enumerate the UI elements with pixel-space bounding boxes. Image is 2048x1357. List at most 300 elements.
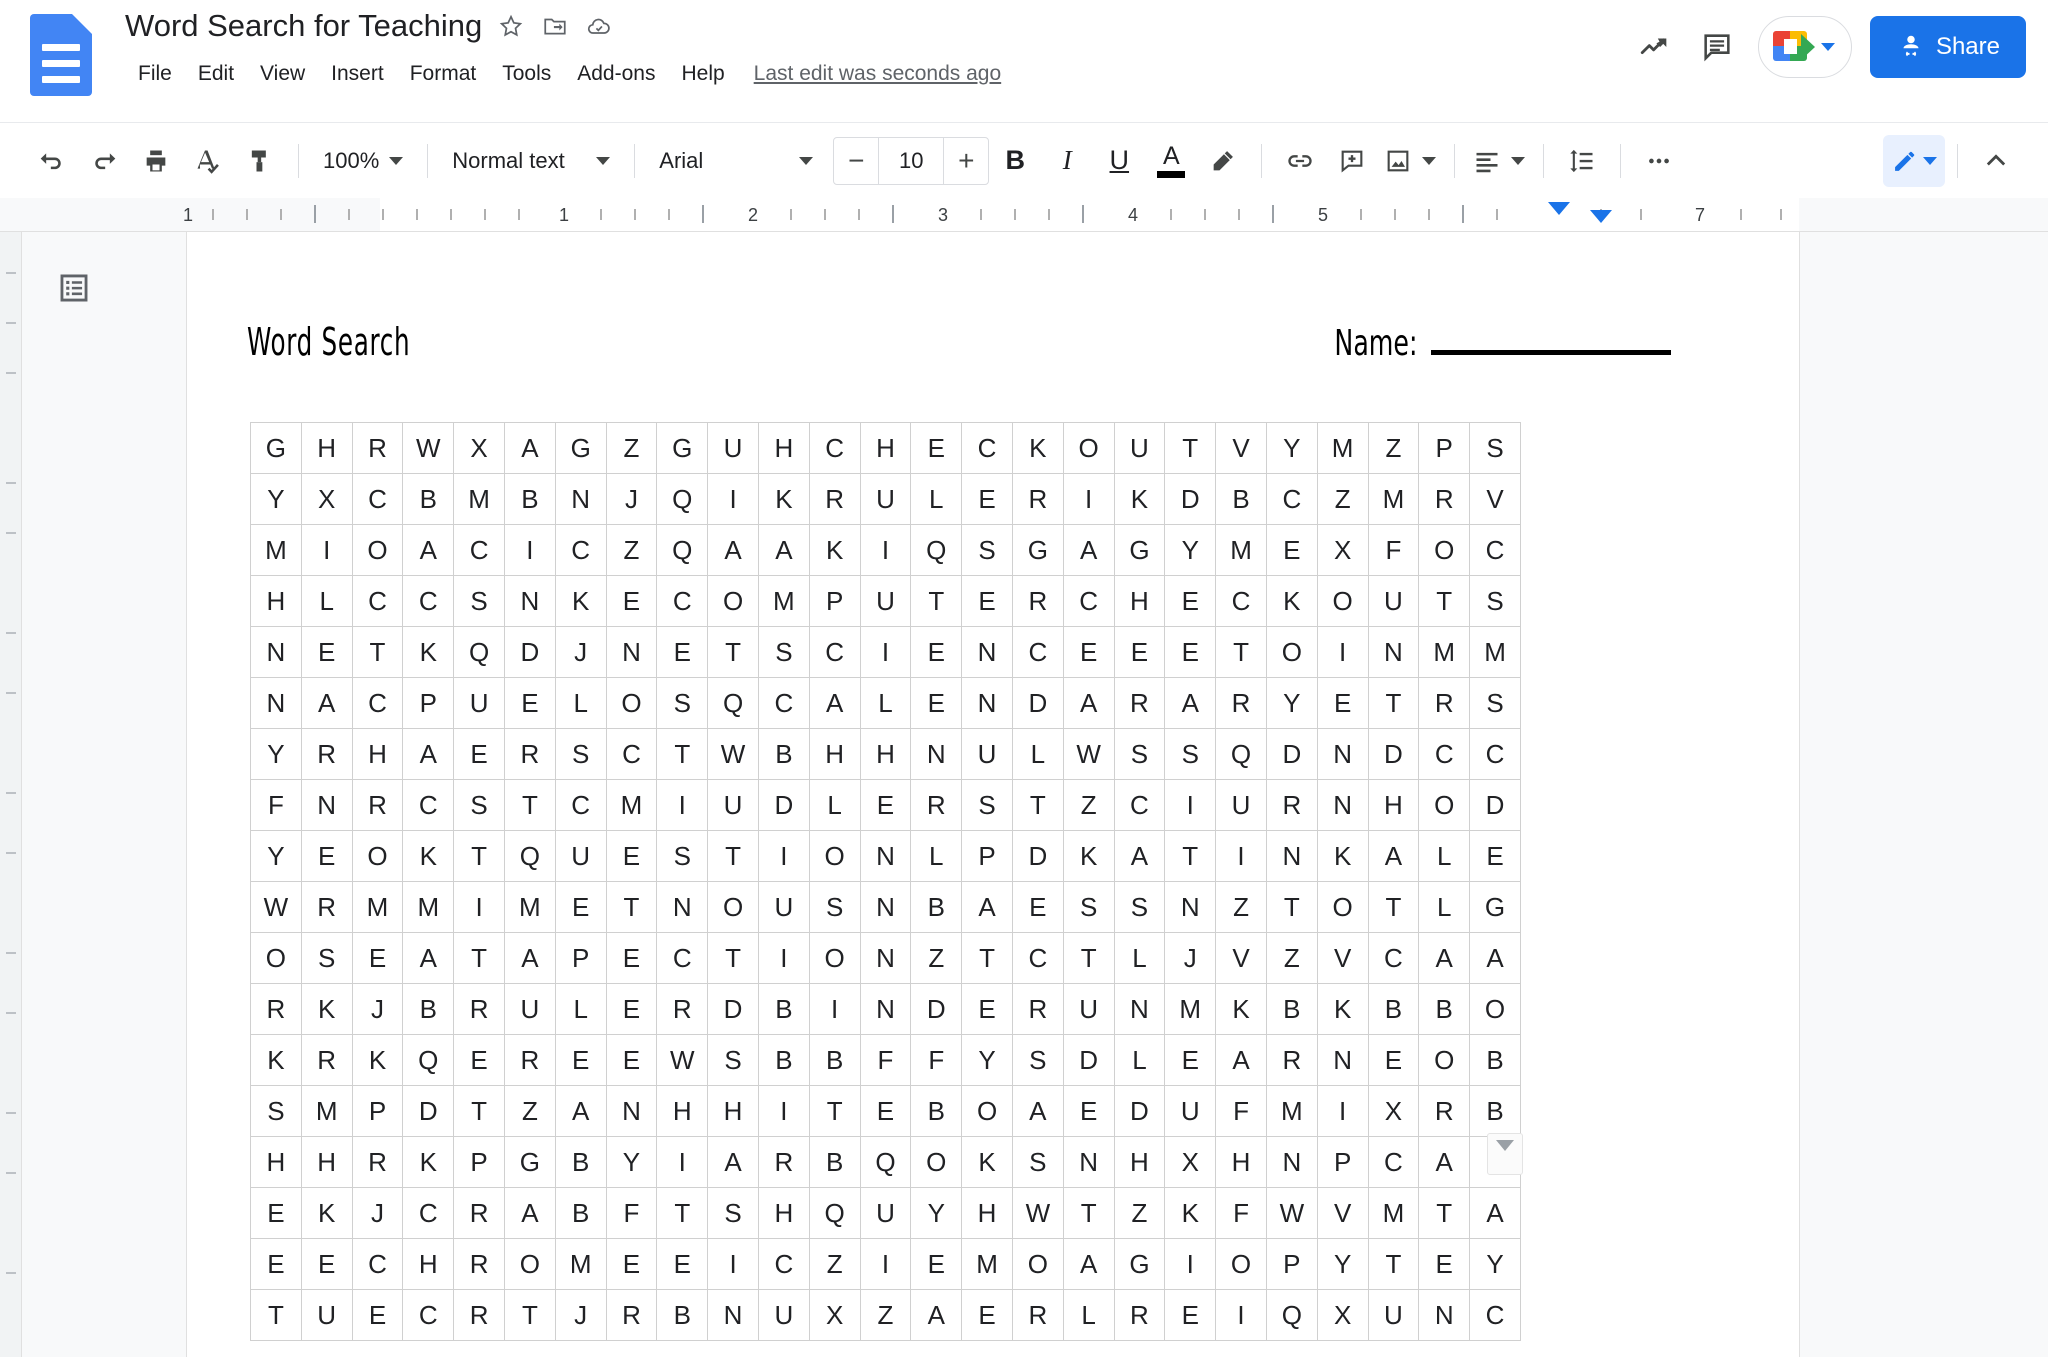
word-search-cell[interactable]: E [911, 627, 962, 678]
google-meet-button[interactable] [1758, 16, 1852, 78]
word-search-cell[interactable]: R [1012, 474, 1063, 525]
word-search-cell[interactable]: R [504, 1035, 555, 1086]
word-search-cell[interactable]: F [1368, 525, 1419, 576]
word-search-cell[interactable]: M [962, 1239, 1013, 1290]
word-search-cell[interactable]: B [1419, 984, 1470, 1035]
word-search-cell[interactable]: Q [1266, 1290, 1317, 1341]
word-search-cell[interactable]: N [606, 1086, 657, 1137]
word-search-cell[interactable]: C [352, 474, 403, 525]
word-search-cell[interactable]: N [657, 882, 708, 933]
menu-edit[interactable]: Edit [197, 62, 235, 85]
word-search-cell[interactable]: B [555, 1137, 606, 1188]
word-search-cell[interactable]: G [1012, 525, 1063, 576]
word-search-cell[interactable]: U [708, 780, 759, 831]
word-search-cell[interactable]: Y [962, 1035, 1013, 1086]
word-search-cell[interactable]: S [454, 780, 505, 831]
word-search-cell[interactable]: H [962, 1188, 1013, 1239]
paint-format-icon[interactable] [234, 135, 286, 187]
word-search-cell[interactable]: H [301, 423, 352, 474]
word-search-cell[interactable]: N [1114, 984, 1165, 1035]
word-search-cell[interactable]: M [352, 882, 403, 933]
word-search-cell[interactable]: Y [251, 831, 302, 882]
word-search-cell[interactable]: H [251, 576, 302, 627]
word-search-cell[interactable]: N [1317, 729, 1368, 780]
word-search-cell[interactable]: B [809, 1137, 860, 1188]
word-search-cell[interactable]: M [1216, 525, 1267, 576]
word-search-cell[interactable]: Z [911, 933, 962, 984]
word-search-cell[interactable]: E [860, 1086, 911, 1137]
word-search-cell[interactable]: J [555, 1290, 606, 1341]
word-search-cell[interactable]: T [454, 831, 505, 882]
word-search-cell[interactable]: B [758, 984, 809, 1035]
word-search-cell[interactable]: C [1419, 729, 1470, 780]
word-search-cell[interactable]: S [1470, 678, 1521, 729]
word-search-cell[interactable]: U [1114, 423, 1165, 474]
word-search-cell[interactable]: O [352, 525, 403, 576]
word-search-cell[interactable]: D [1470, 780, 1521, 831]
word-search-cell[interactable]: S [1470, 423, 1521, 474]
left-indent-marker[interactable] [1548, 202, 1570, 215]
word-search-cell[interactable]: M [1419, 627, 1470, 678]
word-search-cell[interactable]: H [403, 1239, 454, 1290]
word-search-cell[interactable]: U [555, 831, 606, 882]
word-search-cell[interactable]: C [1012, 627, 1063, 678]
word-search-cell[interactable]: T [1368, 882, 1419, 933]
word-search-cell[interactable]: U [758, 1290, 809, 1341]
highlight-icon[interactable] [1197, 135, 1249, 187]
word-search-cell[interactable]: N [301, 780, 352, 831]
word-search-cell[interactable]: A [1368, 831, 1419, 882]
word-search-cell[interactable]: Z [1216, 882, 1267, 933]
word-search-cell[interactable]: I [860, 627, 911, 678]
word-search-cell[interactable]: M [454, 474, 505, 525]
word-search-cell[interactable]: B [1368, 984, 1419, 1035]
word-search-cell[interactable]: T [1216, 627, 1267, 678]
word-search-cell[interactable]: X [1368, 1086, 1419, 1137]
word-search-cell[interactable]: H [1368, 780, 1419, 831]
word-search-cell[interactable]: E [911, 678, 962, 729]
word-search-cell[interactable]: I [1317, 1086, 1368, 1137]
word-search-cell[interactable]: Y [251, 729, 302, 780]
word-search-cell[interactable]: G [504, 1137, 555, 1188]
word-search-cell[interactable]: D [708, 984, 759, 1035]
word-search-cell[interactable]: K [403, 1137, 454, 1188]
word-search-cell[interactable]: J [352, 1188, 403, 1239]
word-search-cell[interactable]: E [606, 933, 657, 984]
word-search-cell[interactable]: E [1419, 1239, 1470, 1290]
word-search-cell[interactable]: T [809, 1086, 860, 1137]
word-search-cell[interactable]: V [1317, 933, 1368, 984]
word-search-cell[interactable]: I [860, 525, 911, 576]
word-search-cell[interactable]: L [911, 474, 962, 525]
bold-button[interactable] [989, 135, 1041, 187]
word-search-cell[interactable]: E [301, 627, 352, 678]
word-search-cell[interactable]: E [1165, 576, 1216, 627]
word-search-cell[interactable]: H [1114, 576, 1165, 627]
word-search-cell[interactable]: K [1114, 474, 1165, 525]
word-search-cell[interactable]: U [860, 1188, 911, 1239]
word-search-cell[interactable]: K [1165, 1188, 1216, 1239]
word-search-cell[interactable]: G [1114, 525, 1165, 576]
word-search-cell[interactable]: K [403, 627, 454, 678]
word-search-cell[interactable]: R [809, 474, 860, 525]
word-search-cell[interactable]: B [1216, 474, 1267, 525]
word-search-cell[interactable]: K [301, 984, 352, 1035]
document-outline-icon[interactable] [48, 262, 100, 314]
word-search-cell[interactable]: Y [1317, 1239, 1368, 1290]
word-search-cell[interactable]: D [1063, 1035, 1114, 1086]
vertical-ruler[interactable] [0, 232, 22, 1357]
word-search-cell[interactable]: O [1419, 1035, 1470, 1086]
word-search-cell[interactable]: O [1470, 984, 1521, 1035]
word-search-cell[interactable]: C [352, 576, 403, 627]
word-search-cell[interactable]: D [911, 984, 962, 1035]
word-search-cell[interactable]: V [1216, 933, 1267, 984]
print-icon[interactable] [130, 135, 182, 187]
word-search-cell[interactable]: H [860, 729, 911, 780]
word-search-cell[interactable]: B [1266, 984, 1317, 1035]
word-search-cell[interactable]: L [555, 678, 606, 729]
word-search-cell[interactable]: R [657, 984, 708, 1035]
word-search-cell[interactable]: P [1419, 423, 1470, 474]
word-search-cell[interactable]: Y [911, 1188, 962, 1239]
word-search-cell[interactable]: X [809, 1290, 860, 1341]
word-search-cell[interactable]: L [1114, 933, 1165, 984]
word-search-cell[interactable]: B [555, 1188, 606, 1239]
word-search-cell[interactable]: S [708, 1035, 759, 1086]
editing-mode-dropdown[interactable] [1883, 135, 1945, 187]
word-search-grid[interactable] [250, 422, 1521, 1341]
word-search-cell[interactable]: B [758, 729, 809, 780]
word-search-cell[interactable]: S [555, 729, 606, 780]
word-search-cell[interactable]: C [403, 1290, 454, 1341]
word-search-cell[interactable]: T [657, 729, 708, 780]
word-search-cell[interactable]: V [1216, 423, 1267, 474]
word-search-cell[interactable]: N [251, 627, 302, 678]
word-search-cell[interactable]: E [962, 474, 1013, 525]
word-search-cell[interactable]: F [251, 780, 302, 831]
word-search-cell[interactable]: R [1114, 1290, 1165, 1341]
cloud-saved-icon[interactable] [584, 11, 614, 41]
word-search-cell[interactable]: N [962, 678, 1013, 729]
document-page[interactable] [187, 232, 1799, 1357]
word-search-cell[interactable]: Z [860, 1290, 911, 1341]
word-search-cell[interactable]: R [758, 1137, 809, 1188]
word-search-cell[interactable]: P [962, 831, 1013, 882]
word-search-cell[interactable]: C [454, 525, 505, 576]
word-search-cell[interactable]: W [251, 882, 302, 933]
word-search-cell[interactable]: J [606, 474, 657, 525]
word-search-cell[interactable]: A [403, 525, 454, 576]
word-search-cell[interactable]: Q [403, 1035, 454, 1086]
word-search-cell[interactable]: R [454, 1188, 505, 1239]
word-search-cell[interactable]: T [1419, 576, 1470, 627]
word-search-cell[interactable]: I [504, 525, 555, 576]
word-search-cell[interactable]: R [1216, 678, 1267, 729]
word-search-cell[interactable]: U [860, 576, 911, 627]
word-search-cell[interactable]: L [911, 831, 962, 882]
word-search-cell[interactable]: Z [1317, 474, 1368, 525]
comment-history-icon[interactable] [1686, 16, 1748, 78]
word-search-cell[interactable]: O [504, 1239, 555, 1290]
word-search-cell[interactable]: L [1012, 729, 1063, 780]
word-search-cell[interactable]: V [1317, 1188, 1368, 1239]
share-button[interactable] [1870, 16, 2026, 78]
word-search-cell[interactable]: W [1012, 1188, 1063, 1239]
word-search-cell[interactable]: B [911, 882, 962, 933]
word-search-cell[interactable]: A [403, 933, 454, 984]
word-search-cell[interactable]: E [962, 1290, 1013, 1341]
menu-view[interactable]: View [260, 62, 306, 85]
word-search-cell[interactable]: O [1012, 1239, 1063, 1290]
word-search-cell[interactable]: U [1368, 1290, 1419, 1341]
word-search-cell[interactable]: C [403, 1188, 454, 1239]
word-search-cell[interactable]: R [606, 1290, 657, 1341]
word-search-cell[interactable]: T [504, 1290, 555, 1341]
word-search-cell[interactable]: C [352, 1239, 403, 1290]
word-search-cell[interactable]: R [1419, 1086, 1470, 1137]
word-search-cell[interactable]: E [1470, 831, 1521, 882]
word-search-cell[interactable]: O [1317, 576, 1368, 627]
word-search-cell[interactable]: Q [1216, 729, 1267, 780]
word-search-cell[interactable]: I [860, 1239, 911, 1290]
horizontal-ruler[interactable] [0, 198, 2048, 232]
word-search-cell[interactable]: N [860, 882, 911, 933]
word-search-cell[interactable]: D [1368, 729, 1419, 780]
word-search-cell[interactable]: O [809, 933, 860, 984]
word-search-cell[interactable]: K [403, 831, 454, 882]
word-search-cell[interactable]: C [809, 627, 860, 678]
word-search-cell[interactable]: A [403, 729, 454, 780]
word-search-cell[interactable]: S [301, 933, 352, 984]
word-search-cell[interactable]: A [1165, 678, 1216, 729]
word-search-cell[interactable]: L [301, 576, 352, 627]
word-search-cell[interactable]: O [809, 831, 860, 882]
word-search-cell[interactable]: C [758, 1239, 809, 1290]
word-search-cell[interactable]: E [860, 780, 911, 831]
word-search-cell[interactable]: C [1063, 576, 1114, 627]
word-search-cell[interactable]: T [708, 831, 759, 882]
word-search-cell[interactable]: P [809, 576, 860, 627]
word-search-cell[interactable]: O [708, 576, 759, 627]
word-search-cell[interactable]: W [403, 423, 454, 474]
word-search-cell[interactable]: A [1470, 933, 1521, 984]
word-search-cell[interactable]: H [251, 1137, 302, 1188]
word-search-cell[interactable]: P [555, 933, 606, 984]
word-search-cell[interactable]: R [1012, 576, 1063, 627]
word-search-cell[interactable]: U [1063, 984, 1114, 1035]
word-search-cell[interactable]: A [911, 1290, 962, 1341]
word-search-cell[interactable]: R [301, 882, 352, 933]
word-search-cell[interactable]: T [911, 576, 962, 627]
word-search-cell[interactable]: K [1063, 831, 1114, 882]
word-search-cell[interactable]: E [1165, 1290, 1216, 1341]
word-search-cell[interactable]: E [962, 576, 1013, 627]
word-search-cell[interactable]: K [1216, 984, 1267, 1035]
word-search-cell[interactable]: A [504, 1188, 555, 1239]
word-search-cell[interactable]: H [352, 729, 403, 780]
word-search-cell[interactable]: M [251, 525, 302, 576]
word-search-cell[interactable]: T [454, 1086, 505, 1137]
word-search-cell[interactable]: N [251, 678, 302, 729]
word-search-cell[interactable]: I [758, 933, 809, 984]
word-search-cell[interactable]: I [1165, 1239, 1216, 1290]
word-search-cell[interactable]: P [352, 1086, 403, 1137]
word-search-cell[interactable]: K [555, 576, 606, 627]
word-search-cell[interactable]: I [301, 525, 352, 576]
word-search-cell[interactable]: C [555, 780, 606, 831]
word-search-cell[interactable]: O [352, 831, 403, 882]
word-search-cell[interactable]: V [1470, 474, 1521, 525]
word-search-cell[interactable]: M [555, 1239, 606, 1290]
word-search-cell[interactable]: T [657, 1188, 708, 1239]
word-search-cell[interactable]: A [1216, 1035, 1267, 1086]
first-line-indent-marker[interactable] [1590, 210, 1612, 223]
word-search-cell[interactable]: D [1165, 474, 1216, 525]
word-search-cell[interactable]: E [606, 984, 657, 1035]
word-search-cell[interactable]: T [251, 1290, 302, 1341]
word-search-cell[interactable]: N [1368, 627, 1419, 678]
word-search-cell[interactable]: M [1368, 1188, 1419, 1239]
word-search-cell[interactable]: B [758, 1035, 809, 1086]
word-search-cell[interactable]: M [1368, 474, 1419, 525]
word-search-cell[interactable]: N [860, 933, 911, 984]
word-search-cell[interactable]: E [454, 1035, 505, 1086]
word-search-cell[interactable]: C [657, 933, 708, 984]
word-search-cell[interactable]: J [555, 627, 606, 678]
word-search-cell[interactable]: T [1368, 678, 1419, 729]
word-search-cell[interactable]: O [606, 678, 657, 729]
word-search-cell[interactable]: D [758, 780, 809, 831]
word-search-cell[interactable]: O [251, 933, 302, 984]
word-search-cell[interactable]: U [504, 984, 555, 1035]
word-search-cell[interactable]: H [301, 1137, 352, 1188]
word-search-cell[interactable]: O [708, 882, 759, 933]
word-search-cell[interactable]: N [1317, 1035, 1368, 1086]
word-search-cell[interactable]: X [1317, 525, 1368, 576]
word-search-cell[interactable]: T [352, 627, 403, 678]
word-search-cell[interactable]: B [403, 984, 454, 1035]
word-search-cell[interactable]: T [708, 627, 759, 678]
word-search-cell[interactable]: C [657, 576, 708, 627]
word-search-cell[interactable]: C [1470, 1290, 1521, 1341]
word-search-cell[interactable]: E [1368, 1035, 1419, 1086]
word-search-cell[interactable]: I [1317, 627, 1368, 678]
menu-file[interactable]: File [138, 62, 172, 85]
word-search-cell[interactable]: L [1419, 882, 1470, 933]
word-search-cell[interactable]: R [251, 984, 302, 1035]
word-search-cell[interactable]: E [555, 1035, 606, 1086]
word-search-cell[interactable]: C [1368, 1137, 1419, 1188]
word-search-cell[interactable]: Q [657, 525, 708, 576]
word-search-cell[interactable]: R [352, 1137, 403, 1188]
word-search-cell[interactable]: T [1419, 1188, 1470, 1239]
word-search-cell[interactable]: E [301, 1239, 352, 1290]
google-docs-logo[interactable] [30, 14, 92, 96]
word-search-cell[interactable]: T [1165, 831, 1216, 882]
word-search-cell[interactable]: E [1114, 627, 1165, 678]
word-search-cell[interactable]: T [1266, 882, 1317, 933]
word-search-cell[interactable]: I [809, 984, 860, 1035]
word-search-cell[interactable]: S [1114, 729, 1165, 780]
word-search-cell[interactable]: D [1012, 678, 1063, 729]
word-search-cell[interactable]: T [1368, 1239, 1419, 1290]
word-search-cell[interactable]: B [911, 1086, 962, 1137]
word-search-cell[interactable] [1470, 1137, 1521, 1188]
word-search-cell[interactable]: G [1114, 1239, 1165, 1290]
last-edit-status[interactable]: Last edit was seconds ago [753, 62, 1002, 85]
word-search-cell[interactable]: J [352, 984, 403, 1035]
word-search-cell[interactable]: E [1063, 627, 1114, 678]
menu-add-ons[interactable]: Add-ons [577, 62, 656, 85]
word-search-cell[interactable]: S [809, 882, 860, 933]
word-search-cell[interactable]: L [1114, 1035, 1165, 1086]
word-search-cell[interactable]: R [352, 423, 403, 474]
word-search-cell[interactable]: M [1470, 627, 1521, 678]
word-search-cell[interactable]: S [708, 1188, 759, 1239]
word-search-cell[interactable]: P [403, 678, 454, 729]
word-search-cell[interactable]: E [1012, 882, 1063, 933]
word-search-cell[interactable]: N [1419, 1290, 1470, 1341]
word-search-cell[interactable]: W [657, 1035, 708, 1086]
word-search-cell[interactable]: P [454, 1137, 505, 1188]
word-search-cell[interactable]: I [708, 474, 759, 525]
word-search-cell[interactable]: B [657, 1290, 708, 1341]
word-search-cell[interactable]: R [911, 780, 962, 831]
word-search-cell[interactable]: O [1216, 1239, 1267, 1290]
word-search-cell[interactable]: B [809, 1035, 860, 1086]
word-search-cell[interactable]: A [708, 525, 759, 576]
word-search-cell[interactable]: E [1165, 627, 1216, 678]
word-search-cell[interactable]: E [301, 831, 352, 882]
word-search-cell[interactable]: K [1266, 576, 1317, 627]
word-search-cell[interactable]: A [1063, 1239, 1114, 1290]
word-search-cell[interactable]: U [1165, 1086, 1216, 1137]
word-search-cell[interactable]: A [301, 678, 352, 729]
word-search-cell[interactable]: S [758, 627, 809, 678]
word-search-cell[interactable]: Q [454, 627, 505, 678]
word-search-cell[interactable]: A [1063, 678, 1114, 729]
word-search-cell[interactable]: J [1165, 933, 1216, 984]
word-search-cell[interactable]: K [758, 474, 809, 525]
word-search-cell[interactable]: Z [1063, 780, 1114, 831]
activity-trend-icon[interactable] [1624, 16, 1686, 78]
spellcheck-icon[interactable] [182, 135, 234, 187]
word-search-cell[interactable]: N [911, 729, 962, 780]
word-search-cell[interactable]: F [911, 1035, 962, 1086]
word-search-cell[interactable]: E [1165, 1035, 1216, 1086]
word-search-cell[interactable]: L [555, 984, 606, 1035]
word-search-cell[interactable]: E [911, 423, 962, 474]
italic-button[interactable] [1041, 135, 1093, 187]
word-search-cell[interactable]: N [1266, 831, 1317, 882]
word-search-cell[interactable]: T [962, 933, 1013, 984]
word-search-cell[interactable]: A [962, 882, 1013, 933]
word-search-cell[interactable]: E [1317, 678, 1368, 729]
word-search-cell[interactable]: K [962, 1137, 1013, 1188]
word-search-cell[interactable]: Z [606, 525, 657, 576]
word-search-cell[interactable]: E [454, 729, 505, 780]
word-search-cell[interactable]: Q [911, 525, 962, 576]
word-search-cell[interactable]: C [1012, 933, 1063, 984]
word-search-cell[interactable]: U [301, 1290, 352, 1341]
word-search-cell[interactable]: N [1063, 1137, 1114, 1188]
word-search-cell[interactable]: E [352, 1290, 403, 1341]
word-search-cell[interactable]: F [606, 1188, 657, 1239]
word-search-cell[interactable]: E [606, 831, 657, 882]
word-search-cell[interactable]: H [1216, 1137, 1267, 1188]
word-search-cell[interactable]: T [1063, 1188, 1114, 1239]
